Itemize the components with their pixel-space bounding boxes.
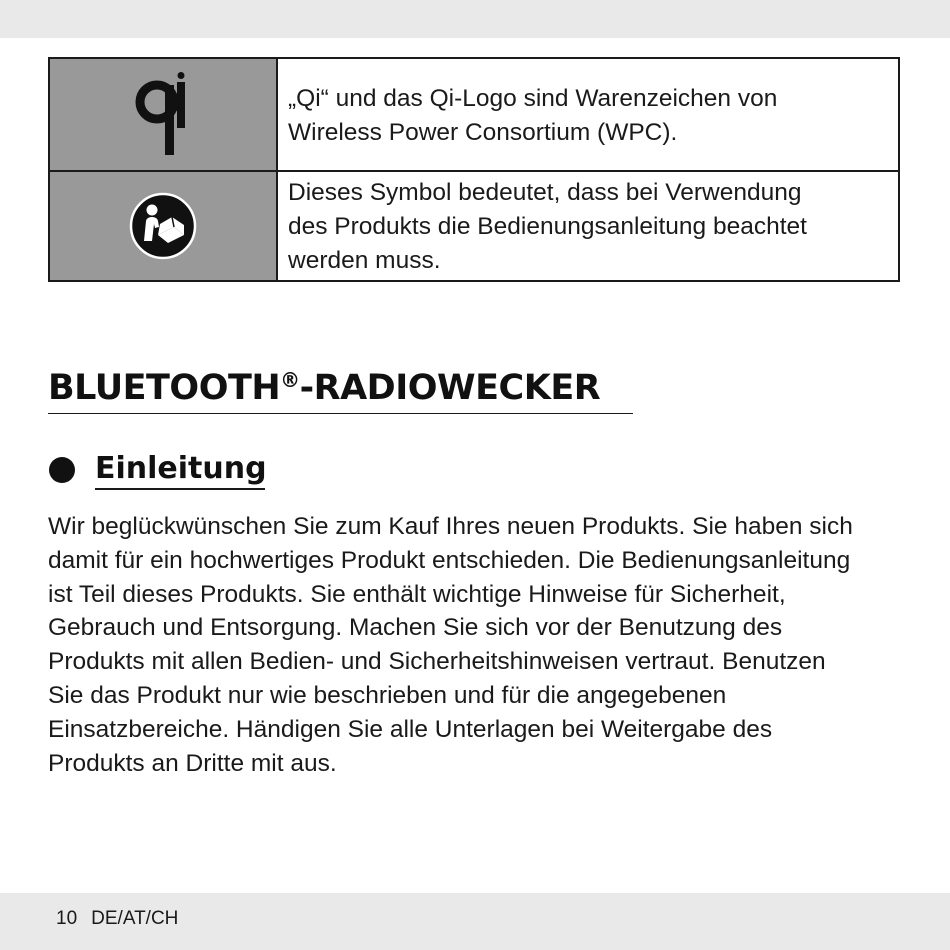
symbol-description [277, 58, 899, 171]
intro-line: Einsatzbereiche. Händigen Sie alle Unterlagen bei Weitergabe des [48, 715, 773, 743]
registered-mark: ® [280, 368, 300, 392]
symbol-description-line: „Qi“ und das Qi-Logo sind Warenzeichen von [288, 84, 778, 112]
symbol-description [277, 171, 899, 281]
qi-logo-icon [133, 72, 193, 158]
page-title-rest: -RADIOWECKER [299, 368, 601, 408]
symbol-row-qi [49, 58, 899, 171]
page-title [48, 364, 600, 412]
symbol-icon-cell [49, 171, 277, 281]
symbol-row-manual [49, 171, 899, 281]
symbol-description-line: Dieses Symbol bedeutet, dass bei Verwendung [288, 179, 802, 206]
bullet-icon [49, 457, 75, 483]
symbol-description-line: Wireless Power Consortium (WPC). [288, 118, 678, 146]
page-number: 10 [56, 908, 78, 929]
symbol-table [48, 57, 900, 282]
symbol-description-line: werden muss. [288, 247, 441, 274]
intro-line: Produkts mit allen Bedien- und Sicherheitshinweisen vertraut. Benutzen [48, 648, 826, 676]
intro-line: Sie das Produkt nur wie beschrieben und für die angegebenen [48, 681, 727, 709]
intro-paragraph [48, 510, 898, 780]
page-title-main: BLUETOOTH [48, 368, 281, 408]
page-footer [56, 908, 178, 930]
region-code: DE/AT/CH [91, 908, 179, 929]
intro-line: Gebrauch und Entsorgung. Machen Sie sich vor der Benutzung des [48, 614, 783, 642]
intro-line: Produkts an Dritte mit aus. [48, 749, 337, 777]
section-title-underline [95, 488, 265, 490]
title-underline [48, 413, 633, 414]
top-band [0, 0, 950, 38]
symbol-description-line: des Produkts die Bedienungsanleitung beachtet [288, 213, 807, 240]
intro-line: damit für ein hochwertiges Produkt entschieden. Die Bedienungsanleitung [48, 546, 851, 574]
intro-line: Wir beglückwünschen Sie zum Kauf Ihres neuen Produkts. Sie haben sich [48, 513, 853, 540]
read-manual-icon [128, 191, 198, 261]
intro-line: ist Teil dieses Produkts. Sie enthält wichtige Hinweise für Sicherheit, [48, 580, 786, 608]
symbol-icon-cell [49, 58, 277, 171]
section-title: Einleitung [95, 451, 267, 486]
